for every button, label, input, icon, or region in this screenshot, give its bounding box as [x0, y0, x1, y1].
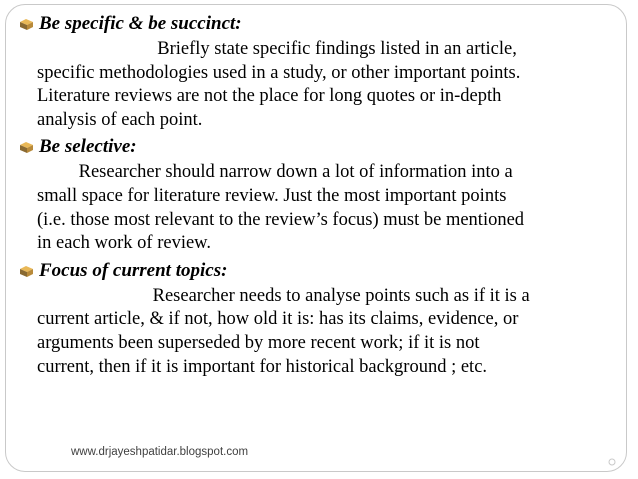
- slide-content: [19, 12, 619, 382]
- section-heading: Focus of current topics:: [19, 259, 619, 283]
- section-heading: Be specific & be succinct:: [19, 12, 619, 36]
- text-line: arguments been superseded by more recent work; if it is not: [37, 332, 480, 353]
- text-line: (i.e. those most relevant to the review’s focus) must be mentioned: [37, 209, 525, 230]
- section-body: [17, 161, 619, 255]
- text-line: small space for literature review. Just the most important points: [37, 185, 507, 206]
- section-heading: Be selective:: [19, 135, 619, 159]
- section-be-selective: [19, 135, 619, 255]
- slide-corner-mark: [608, 458, 616, 466]
- section-focus-current: [19, 259, 619, 379]
- bullet-icon: [20, 266, 33, 277]
- text-line: Literature reviews are not the place for long quotes or in-depth: [37, 86, 502, 107]
- text-line: Researcher should narrow down a lot of information into a: [37, 162, 513, 183]
- bullet-icon: [20, 142, 33, 153]
- section-be-specific: [19, 12, 619, 132]
- text-line: current article, & if not, how old it is: has its claims, evidence, or: [37, 309, 519, 330]
- text-line: in each work of review.: [37, 233, 211, 254]
- text-line: Briefly state specific findings listed in an article,: [37, 39, 517, 59]
- footer-url: www.drjayeshpatidar.blogspot.com: [71, 446, 249, 458]
- bullet-icon: [20, 19, 33, 30]
- section-body: [17, 38, 619, 132]
- text-line: analysis of each point.: [37, 109, 203, 130]
- text-line: current, then if it is important for historical background ; etc.: [37, 356, 488, 377]
- text-line: Researcher needs to analyse points such as if it is a: [37, 285, 530, 306]
- section-body: [17, 285, 619, 379]
- text-line: specific methodologies used in a study, or other important points.: [37, 62, 521, 83]
